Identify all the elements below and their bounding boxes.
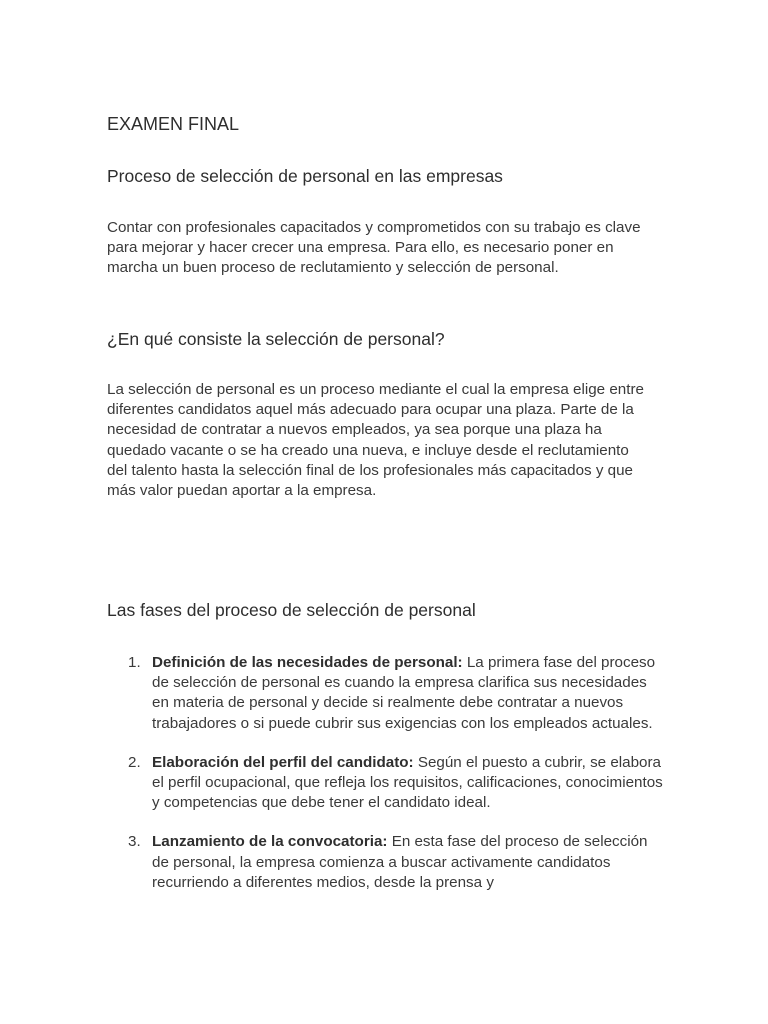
heading-selection-phases: Las fases del proceso de selección de personal xyxy=(107,600,476,620)
document-title: EXAMEN FINAL xyxy=(107,114,240,134)
selection-definition-paragraph: La selección de personal es un proceso mediante el cual la empresa elige entre diferentes candidatos aquel más adecuado para ocupar una plaza. Parte de la necesidad de contratar a nuevos empleados, ya sea porque una plaza ha quedado vacante o se ha creado una nueva, e incluye desde el reclutamiento del talento hasta la selección final de los profesionales más capacitados y que más valor puedan aportar a la empresa. xyxy=(107,381,644,500)
intro-paragraph: Contar con profesionales capacitados y comprometidos con su trabajo es clave para mejorar y hacer crecer una empresa. Para ello, es necesario poner en marcha un buen proceso de reclutamiento y selección de personal. xyxy=(107,219,641,277)
heading-what-is-selection: ¿En qué consiste la selección de personal? xyxy=(107,329,445,349)
phase-number: 3. xyxy=(128,833,141,851)
phase-term: Elaboración del perfil del candidato: xyxy=(152,753,414,771)
phase-description: En esta fase del proceso de selección de personal, la empresa comienza a buscar activamente candidatos recurriendo a diferentes medios, desde la prensa y xyxy=(152,833,648,891)
phases-list xyxy=(107,653,667,912)
phase-description: La primera fase del proceso de selección de personal es cuando la empresa clarifica sus necesidades en materia de personal y decide si realmente debe contratar a nuevos trabajadores o si puede cubrir sus exigencias con los empleados actuales. xyxy=(152,654,656,732)
phase-item-3 xyxy=(107,832,667,893)
phase-description: Según el puesto a cubrir, se elabora el perfil ocupacional, que refleja los requisitos, calificaciones, conocimientos y competencias que debe tener el candidato ideal. xyxy=(152,753,663,812)
phase-item-2 xyxy=(107,753,667,814)
phase-term: Lanzamiento de la convocatoria: xyxy=(152,833,388,851)
phase-term: Definición de las necesidades de personal: xyxy=(152,654,463,671)
phase-item-1 xyxy=(107,653,667,734)
phase-number: 1. xyxy=(128,654,141,671)
heading-selection-process: Proceso de selección de personal en las empresas xyxy=(107,166,503,186)
phase-number: 2. xyxy=(128,753,141,771)
